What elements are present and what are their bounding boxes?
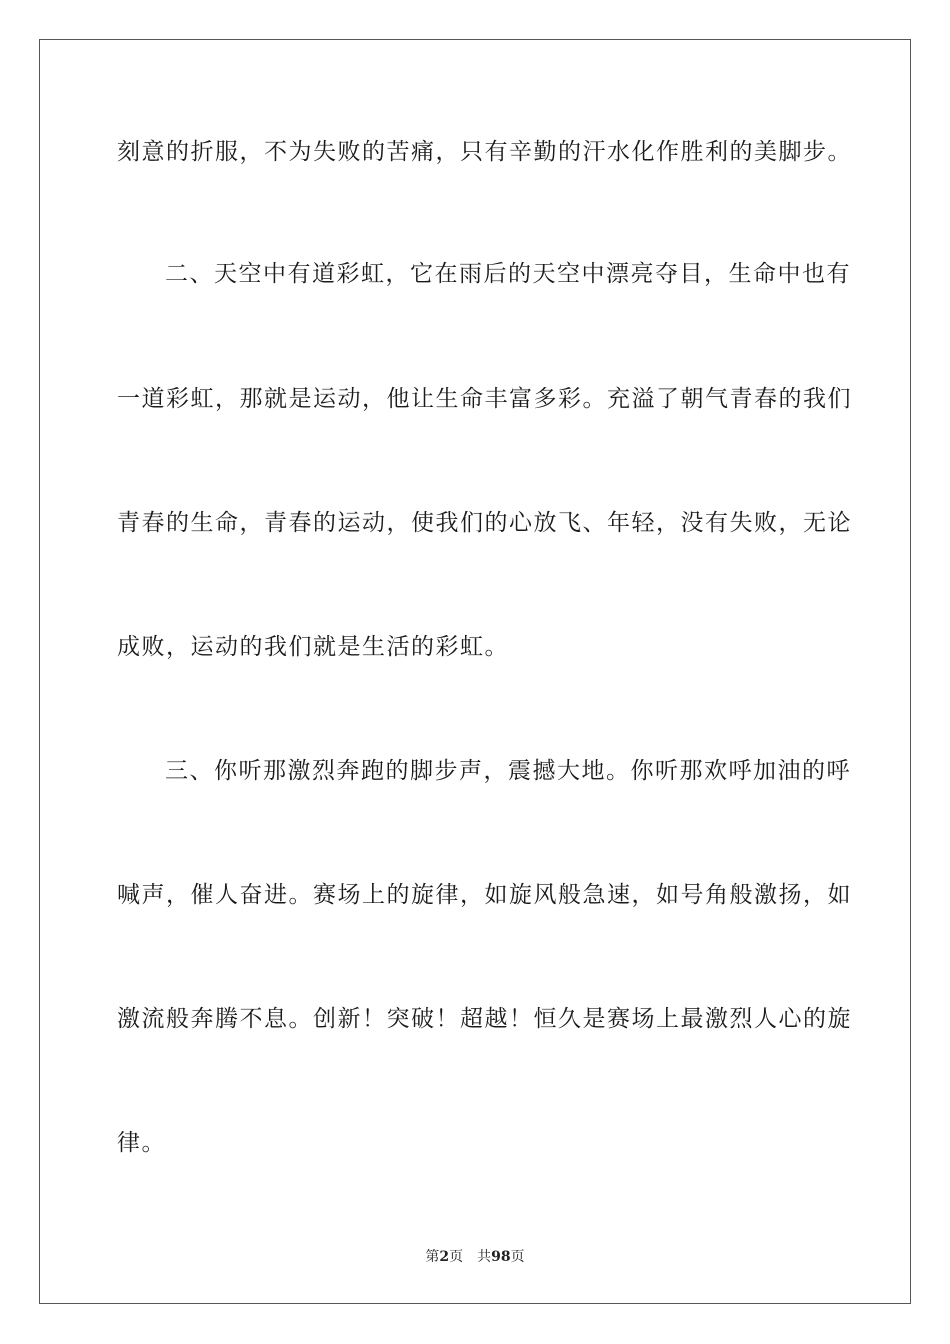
page-prefix: 第	[425, 1249, 440, 1265]
page-number: 2	[439, 1249, 450, 1265]
body-line-1: 刻意的折服，不为失败的苦痛，只有辛勤的汗水化作胜利的美脚步。	[117, 139, 852, 165]
body-line-4: 青春的生命，青春的运动，使我们的心放飞、年轻，没有失败，无论	[117, 510, 852, 536]
body-line-8: 激流般奔腾不息。创新！突破！超越！恒久是赛场上最激烈人心的旋	[117, 1006, 852, 1032]
body-line-5: 成败，运动的我们就是生活的彩虹。	[117, 634, 509, 660]
body-line-3: 一道彩虹，那就是运动，他让生命丰富多彩。充溢了朝气青春的我们	[117, 386, 852, 412]
body-line-6: 三、你听那激烈奔跑的脚步声，震撼大地。你听那欢呼加油的呼	[165, 758, 851, 784]
page-footer	[0, 1247, 950, 1267]
body-line-7: 喊声，催人奋进。赛场上的旋律，如旋风般急速，如号角般激扬，如	[117, 882, 852, 908]
page-border	[39, 39, 911, 1304]
page-suffix: 页	[449, 1249, 464, 1265]
body-line-9: 律。	[117, 1130, 166, 1156]
total-pages: 98	[491, 1249, 511, 1265]
total-prefix: 共	[477, 1249, 492, 1265]
total-suffix: 页	[510, 1249, 525, 1265]
body-line-2: 二、天空中有道彩虹，它在雨后的天空中漂亮夺目，生命中也有	[165, 261, 851, 287]
